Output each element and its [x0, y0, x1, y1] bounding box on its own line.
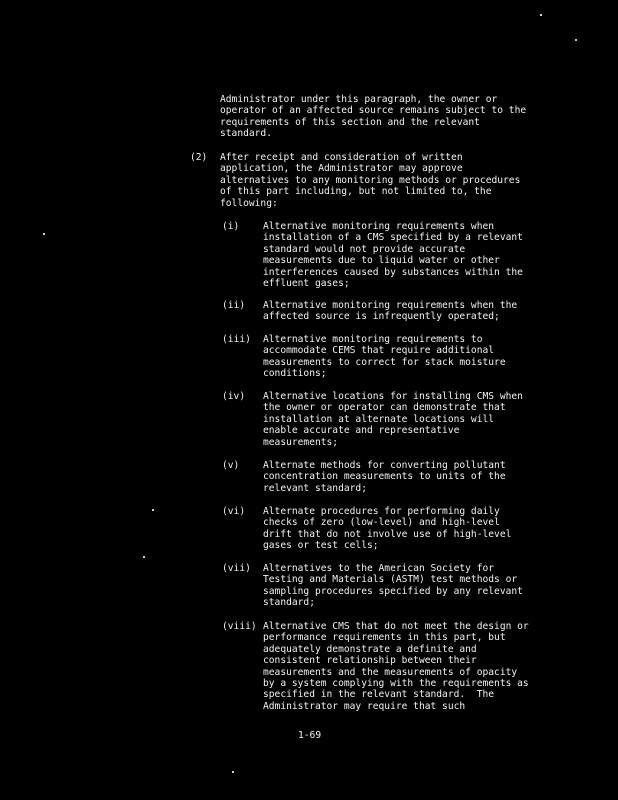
item-i-label: (i)	[222, 221, 240, 232]
scan-speck	[43, 233, 45, 235]
item-ii-text: Alternative monitoring requirements when the affected source is infrequently operated;	[263, 300, 518, 323]
item-iii-label: (iii)	[222, 334, 251, 345]
item-v-label: (v)	[222, 460, 240, 471]
item-vii-label: (vii)	[222, 563, 251, 574]
scan-speck	[143, 556, 145, 558]
intro-paragraph: Administrator under this paragraph, the owner or operator of an affected source remains subject to the requirements of this section and the relevant standard.	[220, 94, 527, 140]
item-vii-text: Alternatives to the American Society for Testing and Materials (ASTM) test methods or sampling procedures specified by any relevant standard;	[263, 563, 523, 609]
item-iii-text: Alternative monitoring requirements to accommodate CEMS that require additional measurements to correct for stack moisture conditions;	[263, 334, 506, 380]
item-viii-label: (viii)	[222, 621, 257, 632]
item-ii-label: (ii)	[222, 300, 246, 311]
item-vi-label: (vi)	[222, 506, 246, 517]
item-viii-text: Alternative CMS that do not meet the design or performance requirements in this part, but adequately demonstrate a definite and consistent relationship between their measurements and the measurements of opacity by a system complying with the requirements as specified in the relevant standard. The Administrator may require that such	[263, 621, 529, 712]
scan-speck	[540, 14, 542, 16]
page-number: 1-69	[298, 730, 322, 741]
item-iv-text: Alternative locations for installing CMS when the owner or operator can demonstrate that installation at alternate locations will enable accurate and representative measurements;	[263, 391, 523, 448]
item-vi-text: Alternate procedures for performing daily checks of zero (low-level) and high-level drift that do not involve use of high-level gases or test cells;	[263, 506, 512, 552]
paragraph-2-label: (2)	[190, 152, 208, 163]
scan-speck	[152, 509, 154, 511]
scan-speck	[232, 771, 234, 773]
paragraph-2-text: After receipt and consideration of written application, the Administrator may approve alternatives to any monitoring methods or procedures of this part including, but not limited to, the following:	[220, 152, 521, 209]
item-iv-label: (iv)	[222, 391, 246, 402]
item-v-text: Alternate methods for converting pollutant concentration measurements to units of the relevant standard;	[263, 460, 506, 494]
scan-speck	[575, 39, 577, 41]
item-i-text: Alternative monitoring requirements when installation of a CMS specified by a relevant standard would not provide accurate measurements due to liquid water or other interferences caused by substances within the effluent gases;	[263, 221, 523, 290]
